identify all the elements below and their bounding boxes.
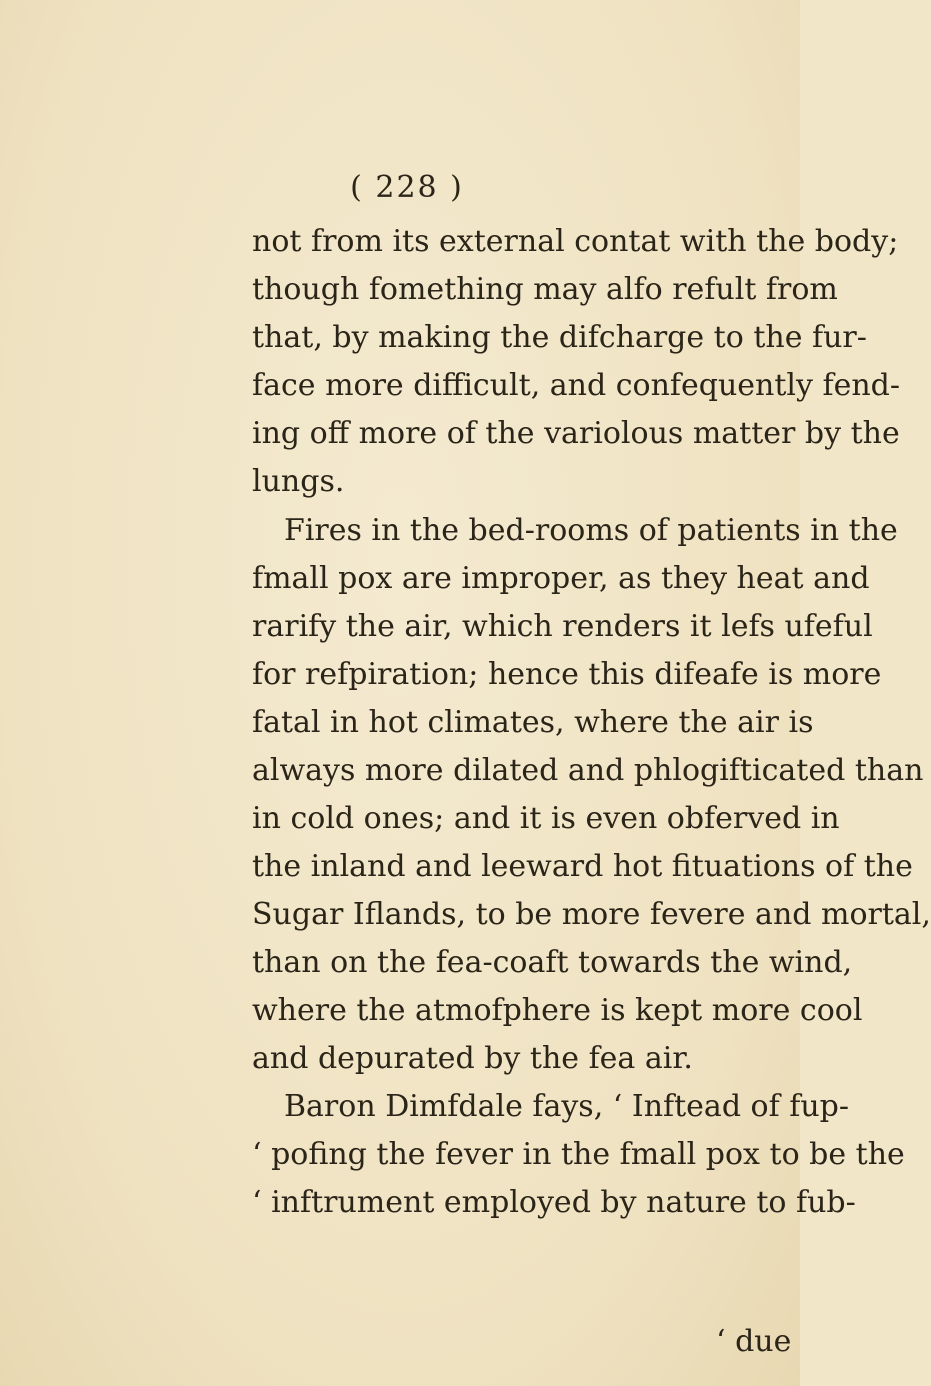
paragraph-1 [252,218,901,506]
text-line: rarify the air, which renders it lefs ufeful [252,609,873,644]
paragraph-3 [252,1083,905,1227]
text-line: and depurated by the fea air. [252,1041,693,1076]
text-line: the inland and leeward hot fituations of the [252,849,913,884]
text-line: than on the fea-coaft towards the wind, [252,945,853,980]
text-line: Baron Dimfdale fays, ‘ Inftead of fup- [284,1089,850,1124]
text-line: fatal in hot climates, where the air is [252,705,814,740]
text-line: in cold ones; and it is even obferved in [252,801,840,836]
paragraph-2 [252,507,931,1083]
text-line: where the atmofphere is kept more cool [252,993,863,1028]
text-line: though fomething may alfo refult from [252,272,838,307]
text-line: for refpiration; hence this difeafe is more [252,657,882,692]
text-line: ing off more of the variolous matter by the [252,416,900,451]
text-line: ‘ pofing the fever in the fmall pox to be the [252,1137,905,1172]
text-line: fmall pox are improper, as they heat and [252,561,870,596]
text-line: always more dilated and phlogifticated than [252,753,924,788]
text-line: ‘ inftrument employed by nature to fub- [252,1185,856,1220]
text-line: that, by making the difcharge to the fur- [252,320,867,355]
text-line: Fires in the bed-rooms of patients in the [284,513,898,548]
catchword: ‘ due [716,1324,792,1359]
text-line: lungs. [252,464,345,499]
text-line: not from its external contat with the body; [252,224,899,259]
page-number: ( 228 ) [350,170,464,205]
text-line: Sugar Iflands, to be more fevere and mortal, [252,897,931,932]
text-line: face more difficult, and confequently fend- [252,368,901,403]
